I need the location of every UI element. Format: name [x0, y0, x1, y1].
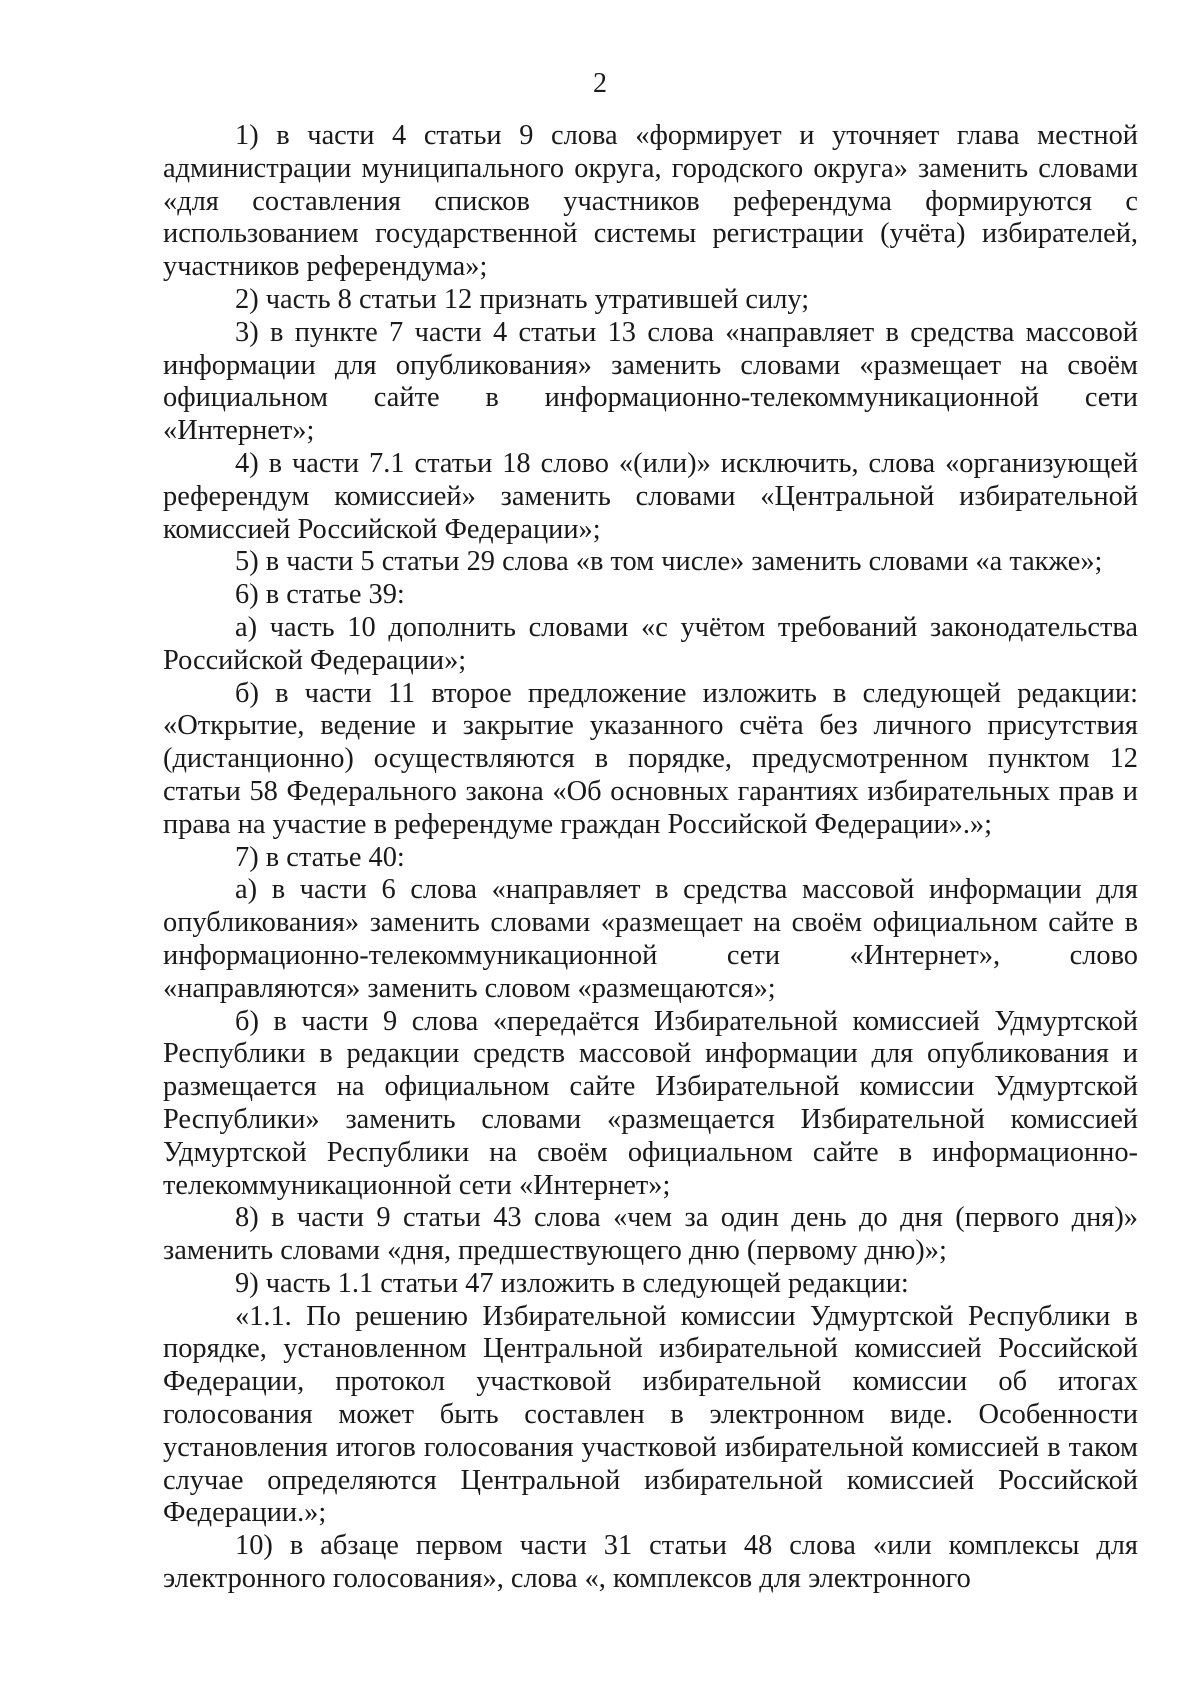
paragraph-item-6b: б) в части 11 второе предложение изложить в следующей редакции: «Открытие, ведение и закрытие указанного счёта без личного присутствия (дистанционно) осуществляются в порядке, предусмотренном пунктом 12 статьи 58 Федерального закона «Об основных гарантиях избирательных прав и права на участие в референдуме граждан Российской Федерации».»;: [163, 677, 1138, 840]
paragraph-item-2: 2) часть 8 статьи 12 признать утратившей силу;: [235, 283, 810, 315]
page-number: 2: [593, 68, 607, 99]
paragraph-item-5: 5) в части 5 статьи 29 слова «в том числе» заменить словами «а также»;: [235, 546, 1103, 578]
paragraph-item-1: 1) в части 4 статьи 9 слова «формирует и уточняет глава местной администрации муниципального округа, городского округа» заменить словами «для составления списков участников референдума формируются с использованием государственной системы регистрации (учёта) избирателей, участников референдума»;: [163, 120, 1138, 283]
paragraph-item-6a: а) часть 10 дополнить словами «с учётом требований законодательства Российской Федерации»;: [163, 611, 1138, 676]
paragraph-item-7a: а) в части 6 слова «направляет в средства массовой информации для опубликования» заменить словами «размещает на своём официальном сайте в информационно-телекоммуникационной сети «Интернет», слово «направляются» заменить словом «размещаются»;: [163, 874, 1138, 1004]
paragraph-item-10: 10) в абзаце первом части 31 статьи 48 слова «или комплексы для электронного голосования», слова «, комплексов для электронного: [163, 1530, 1138, 1595]
paragraph-item-8: 8) в части 9 статьи 43 слова «чем за один день до дня (первого дня)» заменить словами «дня, предшествующего дню (первому дню)»;: [163, 1202, 1138, 1267]
paragraph-item-9-text: «1.1. По решению Избирательной комиссии Удмуртской Республики в порядке, установленном Центральной избирательной комиссией Российской Федерации, протокол участковой избирательной комиссии об итогах голосования может быть составлен в электронном виде. Особенности установления итогов голосования участковой избирательной комиссией в таком случае определяются Центральной избирательной комиссией Российской Федерации.»;: [163, 1300, 1138, 1529]
paragraph-item-7: 7) в статье 40:: [235, 841, 405, 873]
paragraph-item-9: 9) часть 1.1 статьи 47 изложить в следующей редакции:: [235, 1267, 909, 1299]
document-body: [163, 120, 1138, 1596]
paragraph-item-6: 6) в статье 39:: [235, 579, 405, 611]
paragraph-item-4: 4) в части 7.1 статьи 18 слово «(или)» исключить, слова «организующей референдум комиссией» заменить словами «Центральной избирательной комиссией Российской Федерации»;: [163, 447, 1138, 545]
paragraph-item-7b: б) в части 9 слова «передаётся Избирательной комиссией Удмуртской Республики в редакции средств массовой информации для опубликования и размещается на официальном сайте Избирательной комиссии Удмуртской Республики» заменить словами «размещается Избирательной комиссией Удмуртской Республики на своём официальном сайте в информационно-телекоммуникационной сети «Интернет»;: [163, 1005, 1138, 1201]
paragraph-item-3: 3) в пункте 7 части 4 статьи 13 слова «направляет в средства массовой информации для опубликования» заменить словами «размещает на своём официальном сайте в информационно-телекоммуникационной сети «Интернет»;: [163, 316, 1138, 447]
